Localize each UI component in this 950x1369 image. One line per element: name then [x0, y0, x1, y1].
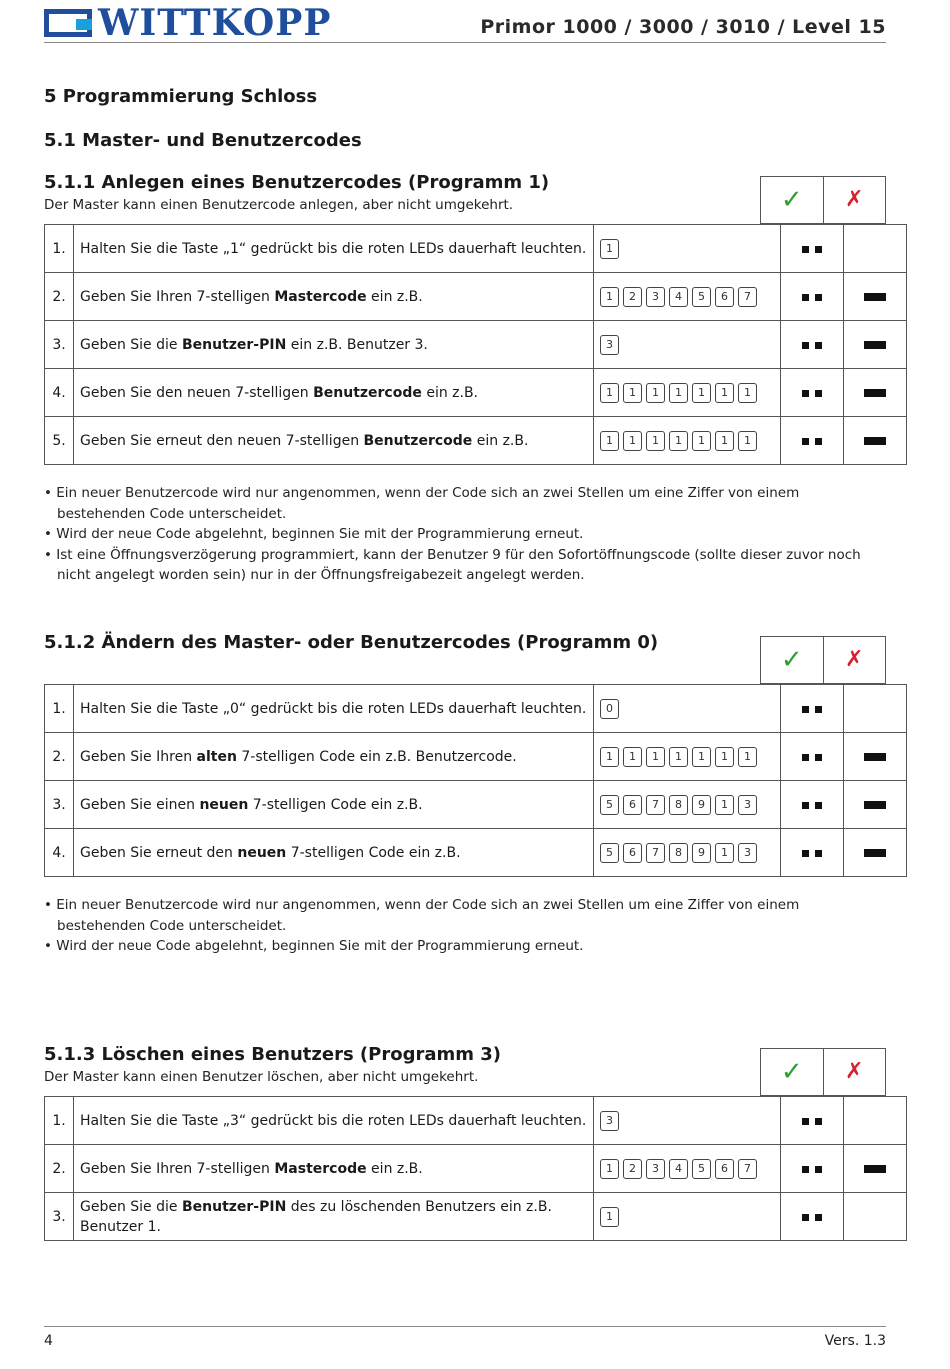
led-dot-icon	[815, 754, 822, 761]
step-text: 7-stelligen Code ein z.B.	[286, 844, 461, 861]
led-dot-icon	[815, 438, 822, 445]
led-dot-icon	[802, 390, 809, 397]
step-text: Halten Sie die Taste „0“ gedrückt bis die roten LEDs dauerhaft leuchten.	[80, 700, 587, 717]
table-row	[45, 369, 907, 417]
keypad-key-icon: 1	[715, 795, 734, 815]
ok-signal-cell	[781, 685, 844, 733]
step-text: des zu löschenden Benutzers ein z.B. Benutzer 1.	[80, 1198, 552, 1235]
led-dot-icon	[802, 1214, 809, 1221]
led-double-signal-icon	[802, 1214, 822, 1221]
keypad-key-icon: 1	[669, 747, 688, 767]
document-title: Primor 1000 / 3000 / 3010 / Level 15	[480, 16, 886, 38]
table-row	[45, 1145, 907, 1193]
keypad-key-icon: 1	[600, 747, 619, 767]
table-row	[45, 417, 907, 465]
step-text-bold: neuen	[237, 844, 287, 861]
keypad-key-icon: 1	[600, 239, 619, 259]
led-long-signal-icon	[864, 1165, 886, 1173]
error-signal-cell	[844, 781, 907, 829]
led-long-signal-icon	[864, 293, 886, 301]
keypad-key-icon: 1	[692, 431, 711, 451]
error-signal-cell	[844, 1145, 907, 1193]
step-text-bold: Benutzercode	[313, 384, 422, 401]
step-number: 4.	[45, 369, 74, 417]
ok-signal-cell	[781, 781, 844, 829]
step-text: Geben Sie erneut den	[80, 844, 238, 861]
step-number: 5.	[45, 417, 74, 465]
step-text-bold: Benutzer-PIN	[181, 1198, 287, 1215]
keypad-key-icon: 2	[623, 1159, 642, 1179]
led-dot-icon	[802, 1118, 809, 1125]
led-dot-icon	[815, 706, 822, 713]
led-dot-icon	[815, 1166, 822, 1173]
step-text-bold: neuen	[199, 796, 249, 813]
led-dot-icon	[802, 802, 809, 809]
keypad-key-icon: 6	[623, 843, 642, 863]
keypad-key-icon: 1	[646, 383, 665, 403]
led-long-signal-icon	[864, 801, 886, 809]
step-text: 7-stelligen Code ein z.B.	[248, 796, 423, 813]
error-signal-cell	[844, 685, 907, 733]
step-text: ein z.B.	[472, 432, 529, 449]
keypad-key-icon: 0	[600, 699, 619, 719]
keypad-key-icon: 1	[600, 1207, 619, 1227]
led-double-signal-icon	[802, 294, 822, 301]
step-text: Halten Sie die Taste „1“ gedrückt bis die roten LEDs dauerhaft leuchten.	[80, 240, 587, 257]
step-number: 3.	[45, 1193, 74, 1241]
keypad-sequence	[594, 733, 781, 781]
error-signal-cell	[844, 829, 907, 877]
keypad-key-icon: 9	[692, 795, 711, 815]
keypad-key-icon: 1	[715, 383, 734, 403]
step-text-bold: Benutzer-PIN	[181, 336, 287, 353]
step-number: 3.	[45, 321, 74, 369]
keypad-key-icon: 1	[669, 383, 688, 403]
step-number: 2.	[45, 273, 74, 321]
keypad-key-icon: 1	[738, 431, 757, 451]
keypad-key-icon: 3	[738, 795, 757, 815]
note-item: • Ein neuer Benutzercode wird nur angenommen, wenn der Code sich an zwei Stellen um eine Ziffer von einem bestehenden Code unterscheidet.	[44, 483, 886, 524]
step-text: Geben Sie Ihren 7-stelligen	[80, 288, 275, 305]
keypad-key-icon: 4	[669, 1159, 688, 1179]
keypad-sequence	[594, 321, 781, 369]
step-text: Geben Sie Ihren	[80, 748, 197, 765]
led-dot-icon	[815, 246, 822, 253]
ok-signal-cell	[781, 369, 844, 417]
led-dot-icon	[802, 850, 809, 857]
notes-list-1	[44, 483, 886, 586]
keypad-sequence	[594, 1097, 781, 1145]
table-3-status-header	[760, 1048, 886, 1096]
step-text: 7-stelligen Code ein z.B. Benutzercode.	[236, 748, 517, 765]
keypad-sequence	[594, 1193, 781, 1241]
step-number: 2.	[45, 733, 74, 781]
check-icon: ✓	[780, 185, 803, 215]
step-number: 4.	[45, 829, 74, 877]
table-2-status-header	[760, 636, 886, 684]
table-row	[45, 273, 907, 321]
keypad-key-icon: 1	[738, 747, 757, 767]
keypad-key-icon: 1	[715, 431, 734, 451]
led-dot-icon	[815, 390, 822, 397]
step-text-bold: Mastercode	[274, 1160, 367, 1177]
step-text: ein z.B.	[421, 384, 479, 401]
keypad-sequence	[594, 369, 781, 417]
led-dot-icon	[815, 1118, 822, 1125]
keypad-key-icon: 1	[692, 747, 711, 767]
led-double-signal-icon	[802, 438, 822, 445]
ok-signal-cell	[781, 733, 844, 781]
step-description	[74, 1193, 594, 1241]
keypad-key-icon: 1	[600, 287, 619, 307]
keypad-key-icon: 5	[692, 1159, 711, 1179]
keypad-key-icon: 8	[669, 843, 688, 863]
keypad-sequence	[594, 829, 781, 877]
keypad-key-icon: 1	[669, 431, 688, 451]
keypad-key-icon: 1	[623, 747, 642, 767]
step-number: 2.	[45, 1145, 74, 1193]
ok-signal-cell	[781, 1097, 844, 1145]
error-signal-cell	[844, 733, 907, 781]
ok-signal-cell	[781, 1193, 844, 1241]
table-2-title: 5.1.2 Ändern des Master- oder Benutzercodes (Programm 0)	[44, 632, 659, 653]
led-long-signal-icon	[864, 849, 886, 857]
led-long-signal-icon	[864, 389, 886, 397]
step-number: 1.	[45, 685, 74, 733]
led-dot-icon	[802, 246, 809, 253]
keypad-key-icon: 1	[738, 383, 757, 403]
table-row	[45, 685, 907, 733]
led-double-signal-icon	[802, 390, 822, 397]
keypad-key-icon: 1	[715, 843, 734, 863]
led-double-signal-icon	[802, 342, 822, 349]
keypad-key-icon: 1	[623, 383, 642, 403]
keypad-key-icon: 2	[623, 287, 642, 307]
led-double-signal-icon	[802, 246, 822, 253]
cross-icon: ✗	[845, 1059, 864, 1084]
led-double-signal-icon	[802, 1166, 822, 1173]
step-text: ein z.B.	[366, 1160, 423, 1177]
table-3-subtitle: Der Master kann einen Benutzer löschen, aber nicht umgekehrt.	[44, 1069, 479, 1085]
note-item: • Wird der neue Code abgelehnt, beginnen Sie mit der Programmierung erneut.	[44, 524, 886, 545]
ok-signal-cell	[781, 417, 844, 465]
table-row	[45, 829, 907, 877]
step-description	[74, 829, 594, 877]
keypad-key-icon: 7	[738, 287, 757, 307]
led-dot-icon	[815, 1214, 822, 1221]
page-number: 4	[44, 1333, 53, 1349]
keypad-key-icon: 3	[600, 1111, 619, 1131]
keypad-key-icon: 3	[646, 287, 665, 307]
keypad-sequence	[594, 1145, 781, 1193]
step-description	[74, 733, 594, 781]
step-description	[74, 1145, 594, 1193]
note-item: • Ist eine Öffnungsverzögerung programmiert, kann der Benutzer 9 für den Sofortöffnungscode (sollte dieser zuvor noch nicht angelegt worden sein) nur in der Öffnungsfreigabezeit angelegt werden.	[44, 545, 886, 586]
keypad-key-icon: 1	[600, 431, 619, 451]
keypad-sequence	[594, 417, 781, 465]
step-text: Geben Sie die	[80, 1198, 182, 1215]
page-footer	[44, 1326, 886, 1349]
keypad-key-icon: 9	[692, 843, 711, 863]
error-signal-cell	[844, 369, 907, 417]
keypad-key-icon: 1	[715, 747, 734, 767]
cross-icon: ✗	[845, 187, 864, 212]
ok-signal-cell	[781, 273, 844, 321]
error-signal-cell	[844, 1193, 907, 1241]
step-text: Geben Sie Ihren 7-stelligen	[80, 1160, 275, 1177]
led-dot-icon	[815, 802, 822, 809]
check-icon: ✓	[780, 645, 803, 675]
error-signal-cell	[844, 417, 907, 465]
keypad-key-icon: 1	[646, 747, 665, 767]
table-3-title: 5.1.3 Löschen eines Benutzers (Programm 3)	[44, 1044, 502, 1065]
led-dot-icon	[802, 706, 809, 713]
step-text: ein z.B. Benutzer 3.	[286, 336, 428, 353]
keypad-sequence	[594, 781, 781, 829]
step-description	[74, 321, 594, 369]
logo-text: WITTKOPP	[98, 2, 332, 44]
keypad-key-icon: 5	[692, 287, 711, 307]
led-double-signal-icon	[802, 850, 822, 857]
step-text-bold: alten	[196, 748, 237, 765]
note-item: • Wird der neue Code abgelehnt, beginnen Sie mit der Programmierung erneut.	[44, 936, 886, 957]
error-signal-cell	[844, 1097, 907, 1145]
keypad-key-icon: 5	[600, 795, 619, 815]
keypad-sequence	[594, 273, 781, 321]
led-dot-icon	[815, 342, 822, 349]
step-description	[74, 685, 594, 733]
table-row	[45, 733, 907, 781]
table-1-subtitle: Der Master kann einen Benutzercode anlegen, aber nicht umgekehrt.	[44, 197, 514, 213]
section-title: 5 Programmierung Schloss	[44, 86, 318, 107]
step-description	[74, 1097, 594, 1145]
step-description	[74, 273, 594, 321]
note-item: • Ein neuer Benutzercode wird nur angenommen, wenn der Code sich an zwei Stellen um eine Ziffer von einem bestehenden Code unterscheidet.	[44, 895, 886, 936]
keypad-key-icon: 6	[715, 1159, 734, 1179]
led-long-signal-icon	[864, 437, 886, 445]
keypad-key-icon: 1	[623, 431, 642, 451]
step-description	[74, 225, 594, 273]
led-long-signal-icon	[864, 753, 886, 761]
steps-table-1	[44, 224, 907, 465]
error-signal-cell	[844, 321, 907, 369]
page-header	[44, 4, 886, 43]
keypad-key-icon: 7	[738, 1159, 757, 1179]
step-number: 3.	[45, 781, 74, 829]
led-double-signal-icon	[802, 1118, 822, 1125]
keypad-key-icon: 1	[600, 383, 619, 403]
step-description	[74, 417, 594, 465]
led-long-signal-icon	[864, 341, 886, 349]
keypad-key-icon: 7	[646, 843, 665, 863]
keypad-sequence	[594, 225, 781, 273]
led-double-signal-icon	[802, 754, 822, 761]
notes-list-2	[44, 895, 886, 957]
step-text: Geben Sie den neuen 7-stelligen	[80, 384, 314, 401]
error-signal-cell	[844, 225, 907, 273]
table-row	[45, 321, 907, 369]
ok-signal-cell	[781, 225, 844, 273]
led-dot-icon	[802, 438, 809, 445]
check-icon: ✓	[780, 1057, 803, 1087]
steps-table-3	[44, 1096, 907, 1241]
step-text: Halten Sie die Taste „3“ gedrückt bis die roten LEDs dauerhaft leuchten.	[80, 1112, 587, 1129]
steps-table-2	[44, 684, 907, 877]
table-1-title: 5.1.1 Anlegen eines Benutzercodes (Programm 1)	[44, 172, 550, 193]
led-dot-icon	[802, 294, 809, 301]
cross-icon: ✗	[845, 647, 864, 672]
error-signal-cell	[844, 273, 907, 321]
ok-signal-cell	[781, 829, 844, 877]
keypad-key-icon: 8	[669, 795, 688, 815]
keypad-key-icon: 1	[692, 383, 711, 403]
keypad-key-icon: 1	[646, 431, 665, 451]
led-double-signal-icon	[802, 706, 822, 713]
led-double-signal-icon	[802, 802, 822, 809]
table-row	[45, 781, 907, 829]
step-number: 1.	[45, 1097, 74, 1145]
subsection-title: 5.1 Master- und Benutzercodes	[44, 130, 362, 151]
step-text: Geben Sie erneut den neuen 7-stelligen	[80, 432, 364, 449]
led-dot-icon	[802, 342, 809, 349]
table-row	[45, 1193, 907, 1241]
step-text: Geben Sie die	[80, 336, 182, 353]
wittkopp-logo	[44, 2, 332, 44]
led-dot-icon	[802, 754, 809, 761]
keypad-key-icon: 3	[738, 843, 757, 863]
keypad-key-icon: 5	[600, 843, 619, 863]
keypad-key-icon: 1	[600, 1159, 619, 1179]
keypad-key-icon: 6	[623, 795, 642, 815]
keypad-sequence	[594, 685, 781, 733]
step-text-bold: Mastercode	[274, 288, 367, 305]
led-dot-icon	[802, 1166, 809, 1173]
keypad-key-icon: 6	[715, 287, 734, 307]
ok-signal-cell	[781, 1145, 844, 1193]
table-row	[45, 1097, 907, 1145]
keypad-key-icon: 7	[646, 795, 665, 815]
logo-mark-icon	[44, 9, 92, 37]
step-number: 1.	[45, 225, 74, 273]
step-text: ein z.B.	[366, 288, 423, 305]
table-row	[45, 225, 907, 273]
keypad-key-icon: 3	[646, 1159, 665, 1179]
step-text-bold: Benutzercode	[363, 432, 473, 449]
ok-signal-cell	[781, 321, 844, 369]
step-text: Geben Sie einen	[80, 796, 200, 813]
keypad-key-icon: 4	[669, 287, 688, 307]
led-dot-icon	[815, 850, 822, 857]
version-label: Vers. 1.3	[824, 1333, 886, 1349]
led-dot-icon	[815, 294, 822, 301]
step-description	[74, 369, 594, 417]
table-1-status-header	[760, 176, 886, 224]
step-description	[74, 781, 594, 829]
keypad-key-icon: 3	[600, 335, 619, 355]
